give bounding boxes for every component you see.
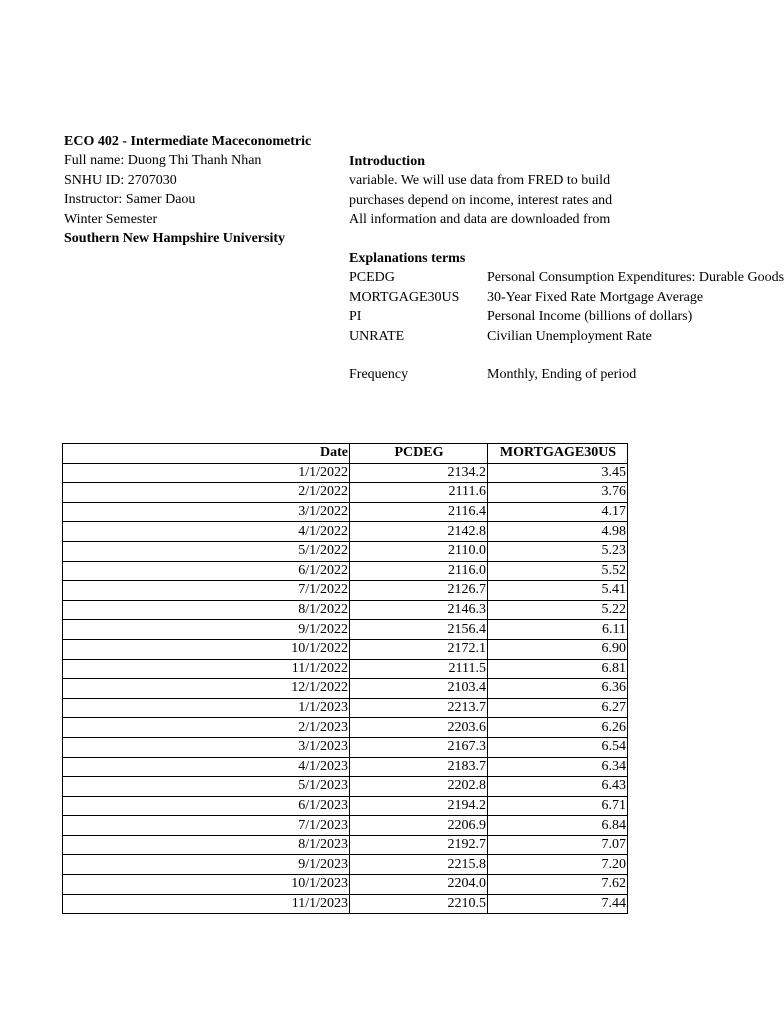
cell-date: 3/1/2022: [63, 502, 350, 522]
introduction-line: All information and data are downloaded from: [349, 212, 611, 228]
snhu-id: SNHU ID: 2707030: [64, 172, 177, 188]
cell-pcdeg: 2203.6: [350, 718, 488, 738]
cell-mortgage30us: 6.36: [488, 679, 628, 699]
university: Southern New Hampshire University: [64, 231, 286, 247]
cell-date: 11/1/2022: [63, 659, 350, 679]
table-row: [63, 835, 628, 855]
cell-pcdeg: 2204.0: [350, 875, 488, 895]
term-row: [349, 307, 693, 326]
table-row: [63, 581, 628, 601]
explanations-title: Explanations terms: [349, 251, 466, 266]
cell-pcdeg: 2210.5: [350, 894, 488, 914]
table-row: [63, 600, 628, 620]
table-row: [63, 620, 628, 640]
cell-pcdeg: 2215.8: [350, 855, 488, 875]
explanations-section: [349, 249, 784, 385]
term-value: Personal Income (billions of dollars): [487, 309, 693, 325]
table-row: [63, 855, 628, 875]
term-value: Personal Consumption Expenditures: Durable Goods: [487, 270, 784, 286]
cell-date: 12/1/2022: [63, 679, 350, 699]
table-row: [63, 639, 628, 659]
cell-pcdeg: 2192.7: [350, 835, 488, 855]
header-mortgage30us: MORTGAGE30US: [488, 444, 628, 464]
cell-date: 3/1/2023: [63, 737, 350, 757]
cell-mortgage30us: 7.44: [488, 894, 628, 914]
cell-mortgage30us: 5.23: [488, 541, 628, 561]
cell-mortgage30us: 6.71: [488, 796, 628, 816]
table-row: [63, 737, 628, 757]
semester: Winter Semester: [64, 211, 158, 227]
cell-mortgage30us: 6.43: [488, 777, 628, 797]
table-row: [63, 875, 628, 895]
table-row: [63, 757, 628, 777]
cell-mortgage30us: 6.34: [488, 757, 628, 777]
frequency-key: Frequency: [349, 367, 409, 383]
table-row: [63, 796, 628, 816]
header-date: Date: [63, 444, 350, 464]
course-title: ECO 402 - Intermediate Maceconometric: [64, 134, 312, 149]
cell-pcdeg: 2183.7: [350, 757, 488, 777]
term-row: [349, 268, 784, 287]
header-pcdeg: PCDEG: [350, 444, 488, 464]
cell-date: 10/1/2023: [63, 875, 350, 895]
cell-mortgage30us: 6.84: [488, 816, 628, 836]
cell-pcdeg: 2156.4: [350, 620, 488, 640]
cell-mortgage30us: 7.20: [488, 855, 628, 875]
cell-mortgage30us: 7.07: [488, 835, 628, 855]
cell-mortgage30us: 6.27: [488, 698, 628, 718]
table-row: [63, 502, 628, 522]
table-row: [63, 659, 628, 679]
table-row: [63, 463, 628, 483]
term-key: PCEDG: [349, 270, 395, 286]
cell-date: 5/1/2022: [63, 541, 350, 561]
term-value: 30-Year Fixed Rate Mortgage Average: [487, 289, 704, 305]
cell-pcdeg: 2146.3: [350, 600, 488, 620]
cell-pcdeg: 2116.0: [350, 561, 488, 581]
table-row: [63, 718, 628, 738]
full-name: Full name: Duong Thi Thanh Nhan: [64, 153, 262, 169]
instructor: Instructor: Samer Daou: [64, 192, 196, 208]
table-row: [63, 679, 628, 699]
table-row: [63, 561, 628, 581]
term-row: [349, 327, 652, 346]
frequency-row: [349, 365, 637, 384]
cell-date: 7/1/2023: [63, 816, 350, 836]
table-row: [63, 483, 628, 503]
cell-pcdeg: 2103.4: [350, 679, 488, 699]
cell-date: 4/1/2022: [63, 522, 350, 542]
introduction-title: Introduction: [349, 154, 425, 169]
term-row: [349, 288, 704, 307]
cell-pcdeg: 2142.8: [350, 522, 488, 542]
spacer: [349, 346, 628, 365]
data-table: [62, 443, 628, 914]
cell-date: 2/1/2022: [63, 483, 350, 503]
table-header-row: [63, 444, 628, 464]
cell-date: 11/1/2023: [63, 894, 350, 914]
cell-date: 6/1/2022: [63, 561, 350, 581]
cell-pcdeg: 2111.6: [350, 483, 488, 503]
terms-list: [349, 268, 784, 346]
term-key: UNRATE: [349, 328, 405, 344]
table-row: [63, 522, 628, 542]
cell-pcdeg: 2202.8: [350, 777, 488, 797]
cell-mortgage30us: 6.26: [488, 718, 628, 738]
cell-mortgage30us: 4.98: [488, 522, 628, 542]
cell-date: 10/1/2022: [63, 639, 350, 659]
term-value: Civilian Unemployment Rate: [487, 328, 652, 344]
cell-date: 8/1/2023: [63, 835, 350, 855]
term-key: PI: [349, 309, 362, 325]
frequency-value: Monthly, Ending of period: [487, 367, 637, 383]
cell-pcdeg: 2111.5: [350, 659, 488, 679]
cell-mortgage30us: 5.22: [488, 600, 628, 620]
cell-mortgage30us: 7.62: [488, 875, 628, 895]
introduction-line: purchases depend on income, interest rates and: [349, 192, 613, 208]
introduction-line: variable. We will use data from FRED to build: [349, 173, 611, 189]
cell-mortgage30us: 6.81: [488, 659, 628, 679]
cell-pcdeg: 2110.0: [350, 541, 488, 561]
cell-mortgage30us: 6.90: [488, 639, 628, 659]
cell-mortgage30us: 3.45: [488, 463, 628, 483]
cell-pcdeg: 2126.7: [350, 581, 488, 601]
cell-date: 9/1/2022: [63, 620, 350, 640]
table-row: [63, 816, 628, 836]
table-row: [63, 541, 628, 561]
table-row: [63, 698, 628, 718]
term-key: MORTGAGE30US: [349, 289, 460, 305]
cell-mortgage30us: 6.11: [488, 620, 628, 640]
introduction-section: [349, 152, 628, 230]
cell-date: 1/1/2022: [63, 463, 350, 483]
cell-date: 8/1/2022: [63, 600, 350, 620]
cell-pcdeg: 2172.1: [350, 639, 488, 659]
cell-date: 9/1/2023: [63, 855, 350, 875]
cell-date: 7/1/2022: [63, 581, 350, 601]
cell-mortgage30us: 6.54: [488, 737, 628, 757]
student-info: [64, 132, 311, 248]
cell-date: 1/1/2023: [63, 698, 350, 718]
cell-pcdeg: 2213.7: [350, 698, 488, 718]
cell-date: 6/1/2023: [63, 796, 350, 816]
cell-mortgage30us: 3.76: [488, 483, 628, 503]
cell-mortgage30us: 5.41: [488, 581, 628, 601]
cell-mortgage30us: 4.17: [488, 502, 628, 522]
table-row: [63, 894, 628, 914]
introduction-text: [349, 171, 628, 229]
cell-mortgage30us: 5.52: [488, 561, 628, 581]
cell-date: 4/1/2023: [63, 757, 350, 777]
cell-pcdeg: 2116.4: [350, 502, 488, 522]
cell-pcdeg: 2167.3: [350, 737, 488, 757]
cell-pcdeg: 2206.9: [350, 816, 488, 836]
cell-pcdeg: 2194.2: [350, 796, 488, 816]
cell-date: 5/1/2023: [63, 777, 350, 797]
cell-pcdeg: 2134.2: [350, 463, 488, 483]
table-row: [63, 777, 628, 797]
cell-date: 2/1/2023: [63, 718, 350, 738]
